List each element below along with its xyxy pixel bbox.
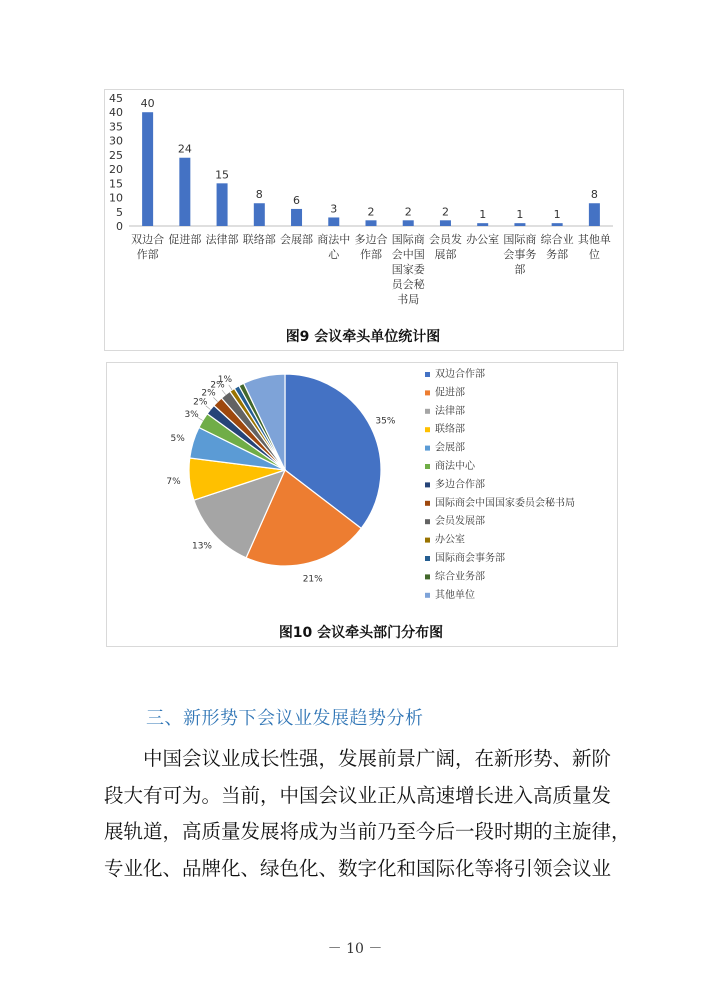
y-tick-label: 40 xyxy=(109,106,123,120)
x-category-label: 务部 xyxy=(546,248,569,261)
pie-percent-label: 2% xyxy=(210,380,225,391)
bar xyxy=(366,220,377,226)
bar-value-label: 2 xyxy=(404,205,412,219)
bar xyxy=(217,183,228,226)
legend-swatch xyxy=(425,538,430,543)
legend-label: 会员发展部 xyxy=(435,516,485,528)
legend-swatch xyxy=(425,556,430,561)
bar-chart-figure xyxy=(104,89,624,351)
bar xyxy=(514,223,525,226)
bar xyxy=(403,220,414,226)
y-tick-label: 30 xyxy=(109,134,123,148)
legend-swatch xyxy=(425,427,430,432)
pie-chart xyxy=(107,363,617,646)
pie-percent-label: 3% xyxy=(184,409,199,420)
paragraph-line: 段大有可为。当前，中国会议业正从高速增长进入高质量发 xyxy=(104,783,612,807)
bar xyxy=(142,112,153,226)
bar-value-label: 1 xyxy=(479,208,487,222)
legend-label: 办公室 xyxy=(435,534,465,546)
pie-leader-line xyxy=(222,390,226,395)
legend-swatch xyxy=(425,390,430,395)
legend-label: 促进部 xyxy=(435,387,465,399)
x-category-label: 商法中 xyxy=(317,233,351,246)
figure10-caption: 图10 会议牵头部门分布图 xyxy=(278,625,444,641)
x-category-label: 多边合 xyxy=(354,233,388,246)
pie-leader-line xyxy=(229,385,232,390)
pie-percent-label: 35% xyxy=(375,416,396,427)
y-tick-label: 20 xyxy=(109,163,123,177)
pie-percent-label: 5% xyxy=(170,433,185,444)
bar xyxy=(179,158,190,226)
legend-label: 双边合作部 xyxy=(435,369,485,380)
legend-swatch xyxy=(425,519,430,524)
bar-value-label: 1 xyxy=(553,208,561,222)
pie-chart-figure xyxy=(106,362,618,647)
bar-value-label: 40 xyxy=(140,97,155,111)
x-category-label: 促进部 xyxy=(168,233,202,246)
bar xyxy=(589,203,600,226)
y-tick-label: 15 xyxy=(109,177,123,191)
legend-label: 会展部 xyxy=(435,442,465,454)
legend-label: 联络部 xyxy=(435,424,465,436)
legend-swatch xyxy=(425,464,430,469)
legend-swatch xyxy=(425,501,430,506)
x-category-label: 作部 xyxy=(136,248,159,261)
bar xyxy=(440,220,451,226)
pie-percent-label: 2% xyxy=(201,388,216,399)
bar-value-label: 1 xyxy=(516,208,524,222)
legend-label: 综合业务部 xyxy=(435,571,485,583)
legend-label: 国际商会中国国家委员会秘书局 xyxy=(435,497,575,509)
page-number: － 10 － xyxy=(327,941,383,957)
bar xyxy=(291,209,302,226)
legend-swatch xyxy=(425,409,430,414)
x-category-label: 员会秘 xyxy=(391,278,425,291)
bar-value-label: 8 xyxy=(255,188,263,202)
y-tick-label: 10 xyxy=(109,191,123,205)
bar-value-label: 2 xyxy=(367,205,375,219)
x-category-label: 会员发 xyxy=(428,233,462,246)
x-category-label: 会中国 xyxy=(391,248,425,261)
x-category-label: 国际商 xyxy=(391,233,425,246)
bar-chart xyxy=(105,90,623,350)
x-category-label: 其他单 xyxy=(577,233,611,246)
legend-swatch xyxy=(425,482,430,487)
legend-label: 商法中心 xyxy=(435,461,475,472)
y-tick-label: 35 xyxy=(109,120,123,134)
body-paragraph xyxy=(104,741,631,887)
bar-value-label: 6 xyxy=(293,193,301,207)
x-category-label: 联络部 xyxy=(242,233,276,246)
pie-percent-label: 7% xyxy=(166,476,181,487)
pie-percent-label: 2% xyxy=(193,397,208,408)
x-category-label: 国家委 xyxy=(391,263,425,276)
bar-value-label: 3 xyxy=(330,202,338,216)
legend-swatch xyxy=(425,574,430,579)
y-tick-label: 45 xyxy=(109,92,123,105)
figure9-caption: 图9 会议牵头单位统计图 xyxy=(285,329,441,345)
pie-percent-label: 1% xyxy=(217,375,233,386)
paragraph-line: 中国会议业成长性强，发展前景广阔，在新形势、新阶 xyxy=(104,747,612,770)
x-category-label: 会展部 xyxy=(280,233,314,246)
bar xyxy=(254,203,265,226)
y-tick-label: 5 xyxy=(116,205,123,219)
x-category-label: 书局 xyxy=(397,293,420,306)
x-category-label: 会事务 xyxy=(503,248,537,261)
x-category-label: 位 xyxy=(588,248,600,261)
bar xyxy=(328,217,339,226)
legend-label: 多边合作部 xyxy=(435,479,485,491)
x-category-label: 办公室 xyxy=(466,233,500,246)
legend-label: 其他单位 xyxy=(435,589,475,601)
legend-swatch xyxy=(425,593,430,598)
pie-percent-label: 21% xyxy=(302,574,323,585)
x-category-label: 双边合 xyxy=(131,233,165,246)
bar xyxy=(552,223,563,226)
y-tick-label: 25 xyxy=(109,148,123,162)
legend-label: 法律部 xyxy=(435,405,465,417)
pie-percent-label: 13% xyxy=(191,541,213,552)
section-heading: 三、新形势下会议业发展趋势分析 xyxy=(146,708,424,729)
x-category-label: 国际商 xyxy=(503,233,537,246)
x-category-label: 展部 xyxy=(434,248,457,261)
y-tick-label: 0 xyxy=(116,220,123,233)
bar-value-label: 8 xyxy=(590,188,598,202)
bar-value-label: 2 xyxy=(441,205,449,219)
x-category-label: 法律部 xyxy=(205,233,239,246)
legend-swatch xyxy=(425,446,430,451)
legend-label: 国际商会事务部 xyxy=(435,553,505,564)
bar-value-label: 15 xyxy=(215,168,230,182)
x-category-label: 部 xyxy=(514,263,526,276)
paragraph-line: 专业化、品牌化、绿色化、数字化和国际化等将引领会议业 xyxy=(104,856,612,880)
paragraph-line: 展轨道，高质量发展将成为当前乃至今后一段时期的主旋律， xyxy=(104,820,631,843)
bar-value-label: 24 xyxy=(177,142,192,156)
legend-swatch xyxy=(425,372,430,377)
bar xyxy=(477,223,488,226)
x-category-label: 作部 xyxy=(360,248,382,261)
x-category-label: 综合业 xyxy=(540,233,574,246)
x-category-label: 心 xyxy=(328,248,340,261)
